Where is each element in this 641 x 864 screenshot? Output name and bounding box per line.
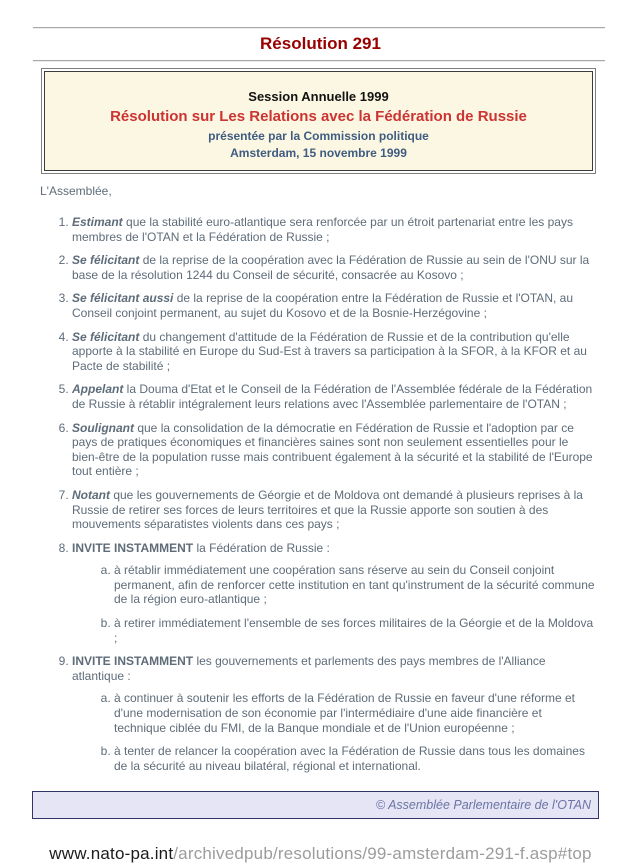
clause-text: les gouvernements et parlements des pays membres de l'Alliance atlantique :	[72, 654, 546, 683]
resolution-clause	[72, 488, 595, 532]
clause-text: de la reprise de la coopération entre la Fédération de Russie et l'OTAN, au Conseil conjoint permanent, au sujet du Kosovo et de la Bosnie-Herzégovine ;	[72, 291, 573, 320]
copyright-text: © Assemblée Parlementaire de l'OTAN	[375, 798, 591, 813]
horizontal-rule-top	[33, 27, 605, 29]
resolution-clause	[72, 330, 595, 374]
clause-text: que la consolidation de la démocratie en Fédération de Russie et l'adoption par ce pays de pratiques économiques et financières saines sont non seulement essentielles pour le bien-être de la population russe mais contribuent également à la sécurité et la stabilité de l'Europe tout entière ;	[72, 420, 593, 479]
clause-lead: Se félicitant aussi	[72, 291, 174, 306]
resolution-clause	[72, 382, 595, 411]
footer-bar	[32, 791, 599, 819]
clause-text: de la reprise de la coopération avec la Fédération de Russie au sein de l'ONU sur la base de la résolution 1244 du Conseil de sécurité, consacrée au Kosovo ;	[72, 253, 590, 282]
clause-lead: Estimant	[72, 215, 123, 229]
url-domain: www.nato-pa.int	[49, 844, 174, 864]
resolution-clause	[72, 421, 595, 479]
clause-text: que la stabilité euro-atlantique sera renforcée par un étroit partenariat entre les pays membres de l'OTAN et la Fédération de Russie ;	[72, 215, 573, 244]
resolution-clause	[72, 215, 595, 244]
horizontal-rule-bottom	[33, 60, 605, 62]
clause-lead: INVITE INSTAMMENT	[72, 540, 194, 555]
clause-lead: Se félicitant	[72, 253, 140, 268]
clause-lead: INVITE INSTAMMENT	[72, 654, 194, 669]
url-caption	[0, 844, 641, 864]
url-path: /archivedpub/resolutions/99-amsterdam-291-f.asp#top	[173, 844, 592, 864]
page-title: Résolution 291	[260, 34, 381, 53]
clause-text: que les gouvernements de Géorgie et de Moldova ont demandé à plusieurs reprises à la Russie de retirer ses forces de leurs territoires et que la Russie apporte son soutien à des mouvements séparatistes violents dans ces pays ;	[72, 487, 583, 532]
clause-text: la Douma d'Etat et le Conseil de la Fédération de l'Assemblée fédérale de la Fédération de Russie à rétablir intégralement leurs relations avec l'Assemblée parlementaire de l'OTAN ;	[72, 382, 593, 411]
clause-lead: Soulignant	[72, 420, 134, 435]
header-box	[41, 68, 596, 174]
session-title: Session Annuelle 1999	[248, 89, 389, 104]
clause-sublist	[72, 691, 595, 773]
clause-lead: Appelant	[72, 382, 124, 397]
clause-text: la Fédération de Russie :	[193, 540, 330, 555]
resolution-clause	[72, 291, 595, 320]
sub-clause: b. à tenter de relancer la coopération avec la Fédération de Russie dans tous les domaines de la sécurité au niveau bilatéral, régional et international.	[114, 744, 595, 773]
clause-lead: Se félicitant	[72, 329, 140, 344]
clause-sublist	[72, 563, 595, 645]
page	[0, 27, 641, 864]
sub-clause: a. à rétablir immédiatement une coopération sans réserve au sein du Conseil conjoint permanent, afin de renforcer cette institution en tant qu'instrument de la sécurité commune de la région euro-atlantique ;	[114, 563, 595, 607]
resolution-title: Résolution sur Les Relations avec la Fédération de Russie	[110, 108, 527, 125]
clause-lead: Notant	[72, 487, 110, 502]
resolution-clause	[72, 253, 595, 282]
assembly-intro: L'Assemblée,	[40, 184, 112, 198]
header-box-inner	[44, 71, 593, 171]
committee-line: présentée par la Commission politique	[208, 129, 429, 143]
resolution-list	[40, 215, 595, 773]
resolution-clause	[72, 654, 595, 773]
resolution-clause	[72, 541, 595, 646]
clause-text: du changement d'attitude de la Fédération de Russie et de la contribution qu'elle apporte à la stabilité en Europe du Sud-Est à travers sa participation à la SFOR, à la KFOR et au Pacte de stabilité ;	[72, 329, 587, 373]
sub-clause: a. à continuer à soutenir les efforts de la Fédération de Russie en faveur d'une réforme et d'une modernisation de son économie par l'intermédiaire d'une aide financière et technique ciblée du FMI, de la Banque mondiale et de l'Union européenne ;	[114, 691, 595, 735]
date-line: Amsterdam, 15 novembre 1999	[230, 146, 407, 160]
sub-clause: b. à retirer immédiatement l'ensemble de ses forces militaires de la Géorgie et de la Moldova ;	[114, 616, 595, 645]
